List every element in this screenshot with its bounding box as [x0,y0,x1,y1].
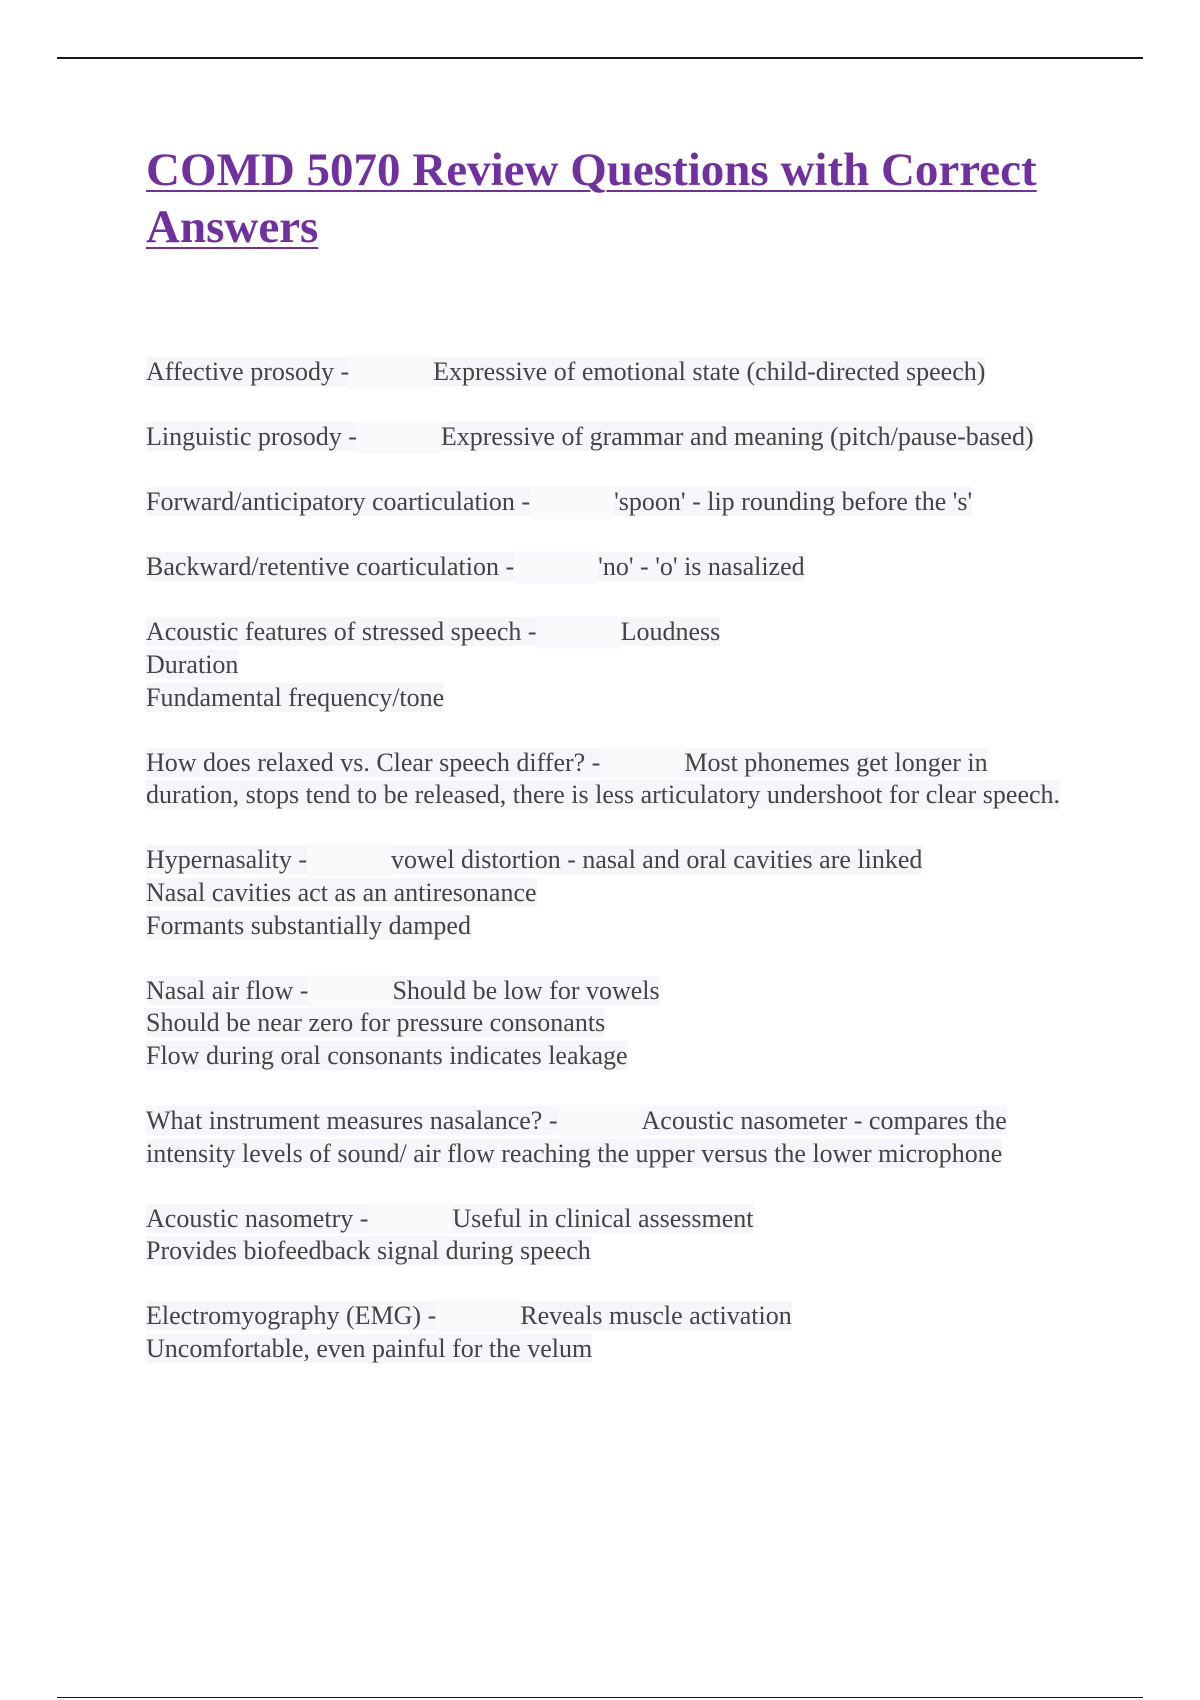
qa-item [146,844,1086,942]
qa-answer-line: Fundamental frequency/tone [146,682,445,712]
qa-answer: 'spoon' - lip rounding before the 's' [614,487,973,517]
qa-item [146,1300,1086,1365]
qa-answer-line: Uncomfortable, even painful for the velum [146,1333,593,1363]
qa-answer-line: Duration [146,649,239,679]
qa-term: Backward/retentive coarticulation - [146,552,515,582]
qa-item [146,747,1086,812]
qa-answer-line: Nasal cavities act as an antiresonance [146,877,537,907]
qa-item [146,616,1086,714]
qa-term: Acoustic features of stressed speech - [146,617,537,647]
qa-answer: Expressive of grammar and meaning (pitch/pause-based) [440,422,1034,452]
qa-answer-line: Flow during oral consonants indicates leakage [146,1040,628,1070]
qa-item [146,975,1086,1073]
qa-term: How does relaxed vs. Clear speech differ? - [146,747,601,777]
qa-term: Affective prosody - [146,357,350,386]
qa-answer: 'no' - 'o' is nasalized [598,552,805,582]
qa-item [146,1203,1086,1268]
qa-item [146,1105,1086,1170]
qa-item [146,486,1086,519]
qa-answer: vowel distortion - nasal and oral cavities are linked [391,845,923,875]
qa-item [146,551,1086,584]
qa-answer: Should be low for vowels [392,975,660,1005]
qa-term: What instrument measures nasalance? - [146,1105,558,1135]
document-title[interactable]: COMD 5070 Review Questions with Correct Answers [146,144,1037,253]
qa-answer-line: Should be near zero for pressure consonants [146,1008,606,1038]
qa-term: Acoustic nasometry - [146,1203,369,1233]
qa-answer: Most phonemes get longer in duration, stops tend to be released, there is less articulatory undershoot for clear speech. [146,747,1061,810]
qa-term: Electromyography (EMG) - [146,1301,437,1331]
top-rule [57,57,1143,59]
qa-item [146,421,1086,454]
qa-answer: Useful in clinical assessment [452,1203,754,1233]
qa-answer: Expressive of emotional state (child-directed speech) [433,357,986,386]
qa-term: Linguistic prosody - [146,422,357,452]
qa-term: Forward/anticipatory coarticulation - [146,487,531,517]
qa-answer: Loudness [620,617,721,647]
bottom-rule [57,1697,1143,1698]
qa-answer: Reveals muscle activation [520,1301,792,1331]
qa-item [146,356,1086,389]
qa-term: Hypernasality - [146,845,308,875]
qa-term: Nasal air flow - [146,975,309,1005]
qa-answer: Acoustic nasometer - compares the intensity levels of sound/ air flow reaching the upper versus the lower microphone [146,1105,1007,1168]
qa-list [146,356,1086,1398]
qa-answer-line: Formants substantially damped [146,910,471,940]
qa-answer-line: Provides biofeedback signal during speech [146,1236,591,1266]
